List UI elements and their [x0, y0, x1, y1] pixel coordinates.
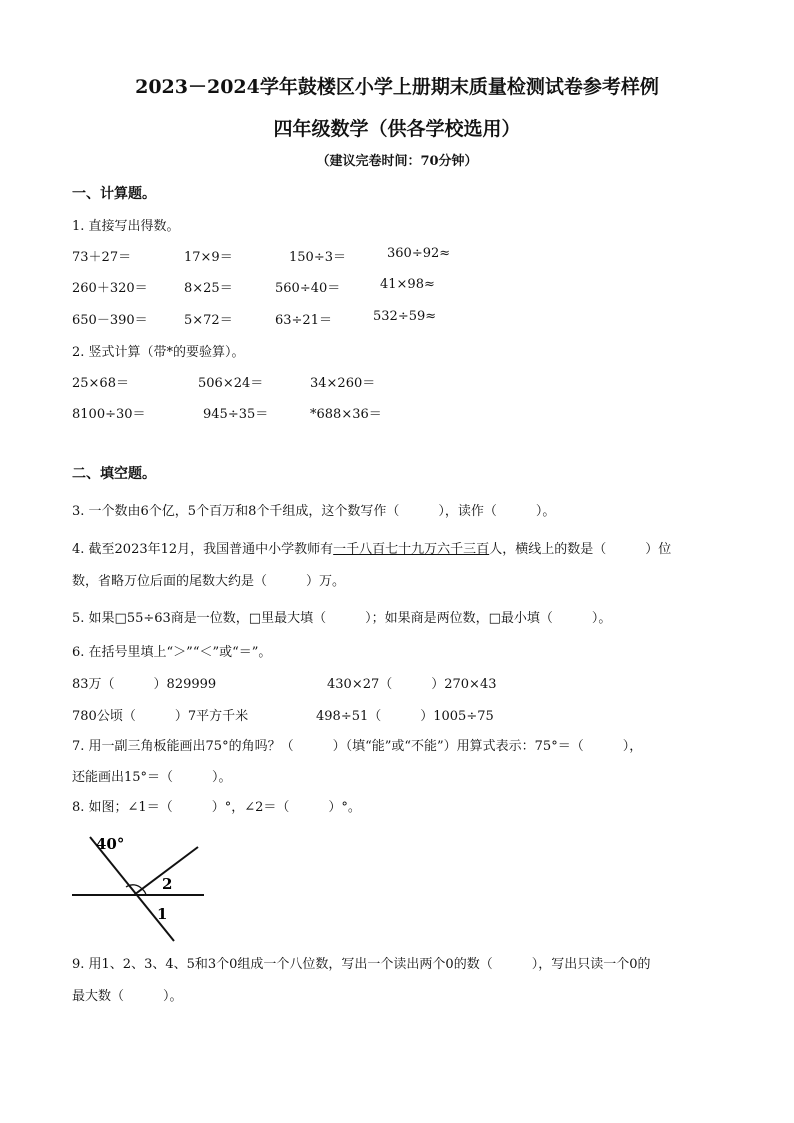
angle-label-1: 1 [157, 905, 168, 923]
q1-item: 150÷3＝ [289, 250, 346, 265]
angle-arc-1 [126, 885, 142, 889]
q4-underlined: 一千八百七十九万六千三百 [333, 542, 490, 557]
q1-item: 8×25＝ [184, 281, 233, 296]
q2-item: 25×68＝ [72, 376, 129, 391]
q7-line2: 还能画出15°＝（ ）。 [72, 770, 232, 785]
q4-line1 [72, 538, 671, 557]
q5-text: 5. 如果□55÷63商是一位数，□里最大填（ ）；如果商是两位数，□最小填（ ）。 [72, 611, 612, 626]
q2-item: 506×24＝ [198, 376, 264, 391]
q1-item: 532÷59≈ [373, 309, 437, 324]
q1-item: 560÷40＝ [275, 281, 341, 296]
q1-item: 360÷92≈ [387, 246, 451, 261]
section1-title: 一、计算题。 [72, 186, 156, 202]
q1-item: 17×9＝ [184, 250, 233, 265]
q4-post: 人，横线上的数是（ ）位 [489, 542, 672, 557]
exam-title: 2023－2024学年鼓楼区小学上册期末质量检测试卷参考样例 [135, 76, 659, 98]
q2-label: 2. 竖式计算（带*的要验算）。 [72, 345, 245, 360]
q4-pre: 4. 截至2023年12月，我国普通中小学教师有 [72, 542, 334, 557]
exam-subtitle: 四年级数学（供各学校选用） [273, 118, 521, 140]
section2-title: 二、填空题。 [72, 466, 156, 482]
angle-figure [70, 823, 210, 945]
time-note: （建议完卷时间：70分钟） [316, 154, 478, 169]
angle-label-2: 2 [162, 875, 173, 893]
q2-item: *688×36＝ [310, 407, 382, 422]
q6-item: 83万（ ）829999 [72, 677, 217, 692]
q9-line2: 最大数（ ）。 [72, 989, 183, 1004]
q6-item: 780公顷（ ）7平方千米 [72, 709, 249, 724]
q9-line1: 9. 用1、2、3、4、5和3个0组成一个八位数，写出一个读出两个0的数（ ），写出只读一个0的 [72, 957, 651, 972]
angle-label-40: 40° [96, 835, 125, 853]
q1-item: 41×98≈ [380, 277, 435, 292]
q4-line2: 数，省略万位后面的尾数大约是（ ）万。 [72, 574, 346, 589]
q1-item: 650－390＝ [72, 313, 148, 328]
q2-item: 8100÷30＝ [72, 407, 146, 422]
q8-text: 8. 如图；∠1＝（ ）°，∠2＝（ ）°。 [72, 800, 361, 815]
q6-label: 6. 在括号里填上“＞”“＜”或“＝”。 [72, 645, 272, 660]
q1-label: 1. 直接写出得数。 [72, 219, 180, 234]
q1-item: 63÷21＝ [275, 313, 332, 328]
q1-item: 73＋27＝ [72, 250, 132, 265]
q2-item: 34×260＝ [310, 376, 376, 391]
q1-item: 260＋320＝ [72, 281, 148, 296]
q7-line1: 7. 用一副三角板能画出75°的角吗？（ ）（填“能”或“不能”）用算式表示：75°＝（ ）， [72, 739, 643, 754]
q6-item: 498÷51（ ）1005÷75 [316, 709, 494, 724]
q3-text: 3. 一个数由6个亿，5个百万和8个千组成，这个数写作（ ），读作（ ）。 [72, 504, 556, 519]
q1-item: 5×72＝ [184, 313, 233, 328]
q6-item: 430×27（ ）270×43 [327, 677, 497, 692]
q2-item: 945÷35＝ [203, 407, 269, 422]
